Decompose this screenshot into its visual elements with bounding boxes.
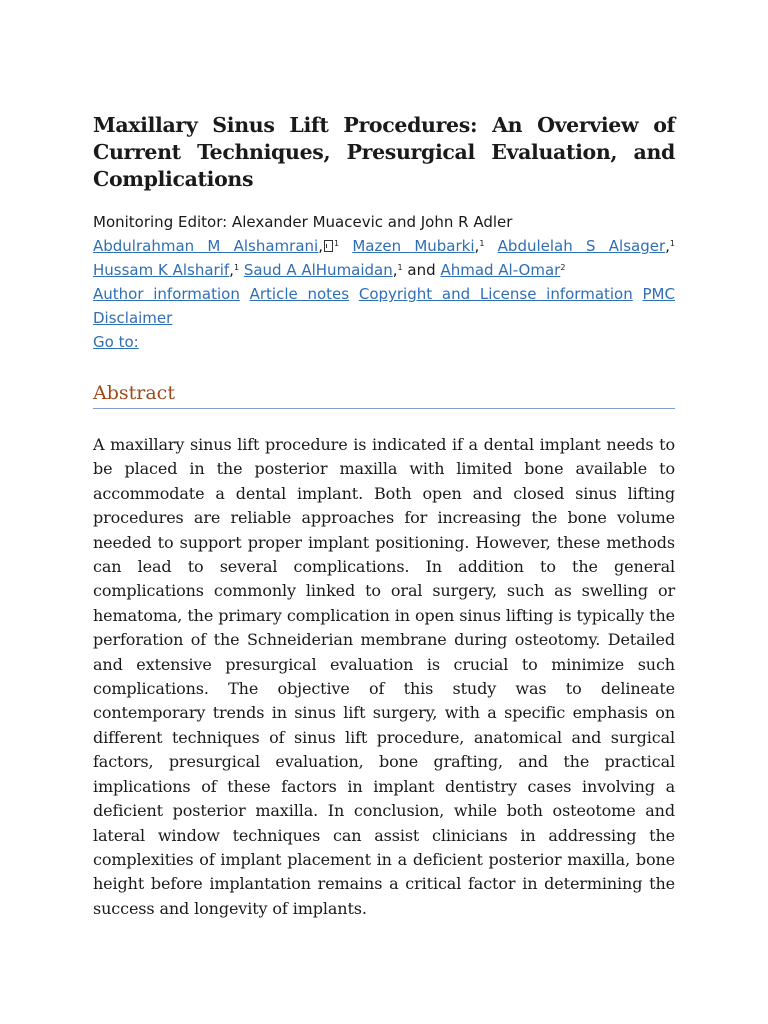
author-and: and: [407, 261, 436, 279]
author-affiliation: 1: [333, 239, 340, 248]
goto-row: [93, 330, 675, 354]
author-link[interactable]: Abdulrahman M Alshamrani: [93, 237, 319, 255]
author-affiliation: 1: [233, 263, 240, 272]
article-meta: [93, 210, 675, 354]
author-link[interactable]: Hussam K Alsharif: [93, 261, 230, 279]
author-affiliation: 1: [669, 239, 675, 248]
author-link[interactable]: Ahmad Al-Omar: [440, 261, 561, 279]
pmc-link[interactable]: PMC: [642, 285, 675, 303]
article-page: [93, 112, 675, 937]
author-link[interactable]: Saud A AlHumaidan: [243, 261, 393, 279]
abstract-body: A maxillary sinus lift procedure is indicated if a dental implant needs to be placed in the posterior maxilla with limited bone available to accommodate a dental implant. Both open and closed sinus lifting procedures are reliable approaches for increasing the bone volume needed to support proper implant positioning. However, these methods can lead to several complications. In addition to the general complications commonly linked to oral surgery, such as swelling or hematoma, the primary complication in open sinus lifting is typically the perforation of the Schneiderian membrane during osteotomy. Detailed and extensive presurgical evaluation is crucial to minimize such complications. The objective of this study was to delineate contemporary trends in sinus lift surgery, with a specific emphasis on different techniques of sinus lift procedure, anatomical and surgical factors, presurgical evaluation, bone grafting, and the practical implications of these factors in implant dentistry cases involving a deficient posterior maxilla. In conclusion, while both osteotome and lateral window techniques can assist clinicians in addressing the complexities of implant placement in a deficient posterior maxilla, bone height before implantation remains a critical factor in determining the success and longevity of implants.: [93, 435, 675, 918]
author-link[interactable]: Mazen Mubarki: [352, 237, 475, 255]
goto-link[interactable]: Go to:: [93, 333, 139, 351]
abstract-heading: Abstract: [93, 380, 675, 409]
mail-icon[interactable]: [324, 240, 333, 252]
article-notes-link[interactable]: Article notes: [249, 285, 350, 303]
author-separator: ,: [665, 237, 670, 255]
article-title: Maxillary Sinus Lift Procedures: An Overview of Current Techniques, Presurgical Evaluation, and Complications: [93, 113, 675, 191]
author-list: [93, 234, 675, 282]
monitoring-editor: Monitoring Editor: Alexander Muacevic and John R Adler: [93, 213, 513, 231]
author-separator: ,: [474, 237, 480, 255]
author-information-link[interactable]: Author information: [93, 285, 240, 303]
author-affiliation: 2: [560, 263, 566, 272]
author-separator: ,: [229, 261, 234, 279]
disclaimer-link[interactable]: Disclaimer: [93, 309, 173, 327]
copyright-link[interactable]: Copyright and License information: [358, 285, 633, 303]
author-separator: ,: [318, 237, 323, 255]
author-affiliation: 1: [479, 239, 485, 248]
author-separator: ,: [392, 261, 398, 279]
article-notes-row: [93, 282, 675, 306]
disclaimer-row: [93, 306, 675, 330]
author-link[interactable]: Abdulelah S Alsager: [497, 237, 666, 255]
author-affiliation: 1: [397, 263, 403, 272]
